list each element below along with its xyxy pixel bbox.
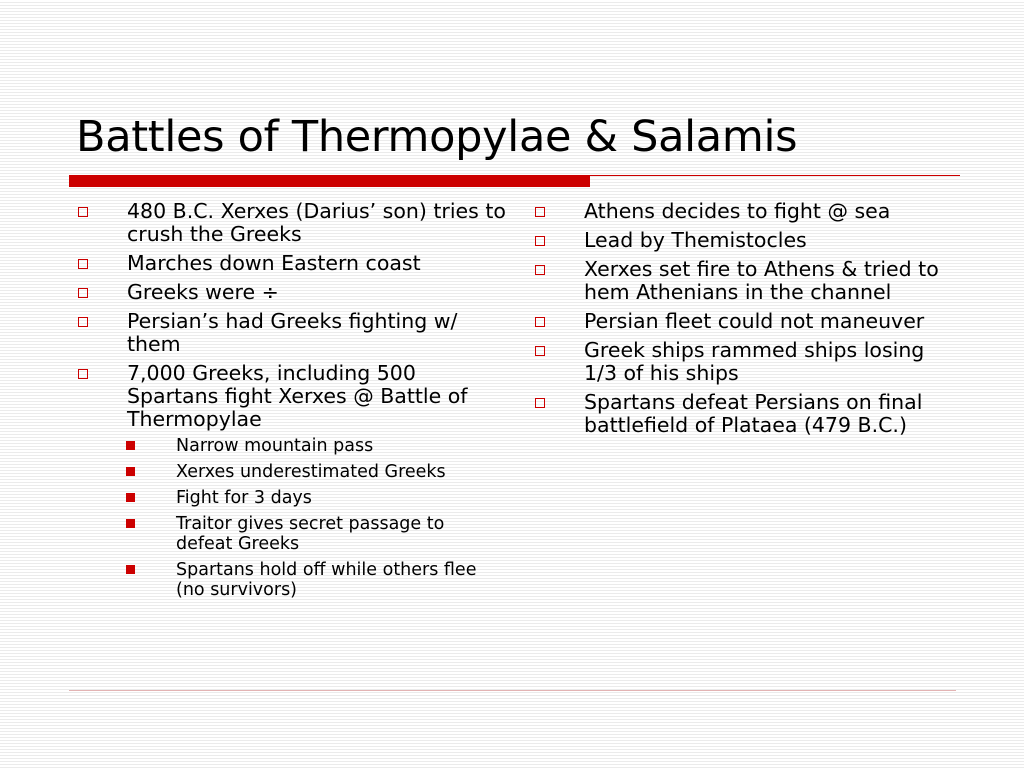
footer-rule — [69, 690, 956, 691]
sub-list-item — [127, 462, 506, 482]
hollow-square-bullet-icon — [535, 346, 545, 356]
title-underline-rule — [590, 175, 960, 176]
list-item — [76, 310, 506, 356]
list-item-text: Spartans defeat Persians on final battlefield of Plataea (479 B.C.) — [584, 390, 923, 437]
sub-list-item-text: Xerxes underestimated Greeks — [176, 462, 446, 482]
hollow-square-bullet-icon — [535, 398, 545, 408]
hollow-square-bullet-icon — [535, 317, 545, 327]
hollow-square-bullet-icon — [78, 207, 88, 217]
list-item — [76, 281, 506, 304]
filled-square-bullet-icon — [126, 519, 135, 528]
filled-square-bullet-icon — [126, 565, 135, 574]
list-item-text: Xerxes set fire to Athens & tried to hem Athenians in the channel — [584, 257, 939, 304]
list-item-text: 480 B.C. Xerxes (Darius’ son) tries to crush the Greeks — [127, 199, 506, 246]
sub-list-item — [127, 436, 506, 456]
list-item — [76, 200, 506, 246]
hollow-square-bullet-icon — [78, 259, 88, 269]
list-item-text: 7,000 Greeks, including 500 Spartans fight Xerxes @ Battle of Thermopylae — [127, 361, 468, 431]
hollow-square-bullet-icon — [535, 207, 545, 217]
hollow-square-bullet-icon — [535, 236, 545, 246]
list-item — [533, 229, 963, 252]
filled-square-bullet-icon — [126, 467, 135, 476]
slide-title: Battles of Thermopylae & Salamis — [76, 112, 798, 162]
sub-list-item — [127, 488, 506, 508]
list-item-text: Greek ships rammed ships losing 1/3 of his ships — [584, 338, 925, 385]
list-item-text: Persian’s had Greeks fighting w/ them — [127, 309, 458, 356]
right-column-list — [533, 200, 963, 443]
list-item — [533, 310, 963, 333]
sub-list-item — [127, 514, 506, 554]
hollow-square-bullet-icon — [78, 369, 88, 379]
hollow-square-bullet-icon — [78, 317, 88, 327]
sub-list-item — [127, 560, 506, 600]
hollow-square-bullet-icon — [535, 265, 545, 275]
list-item — [76, 362, 506, 600]
sub-list-item-text: Traitor gives secret passage to defeat Greeks — [176, 514, 445, 554]
list-item — [533, 200, 963, 223]
filled-square-bullet-icon — [126, 493, 135, 502]
list-item — [533, 258, 963, 304]
filled-square-bullet-icon — [126, 441, 135, 450]
list-item-text: Persian fleet could not maneuver — [584, 309, 925, 333]
title-underline-bar — [69, 175, 590, 187]
list-item — [533, 339, 963, 385]
list-item-text: Greeks were ÷ — [127, 280, 279, 304]
list-item-text: Marches down Eastern coast — [127, 251, 421, 275]
list-item — [76, 252, 506, 275]
left-column-list — [76, 200, 506, 606]
sub-list-item-text: Fight for 3 days — [176, 488, 312, 508]
hollow-square-bullet-icon — [78, 288, 88, 298]
sub-list-item-text: Spartans hold off while others flee (no survivors) — [176, 560, 477, 600]
sub-list-item-text: Narrow mountain pass — [176, 436, 374, 456]
list-item-text: Lead by Themistocles — [584, 228, 807, 252]
list-item — [533, 391, 963, 437]
sub-list — [127, 436, 506, 600]
list-item-text: Athens decides to fight @ sea — [584, 199, 891, 223]
